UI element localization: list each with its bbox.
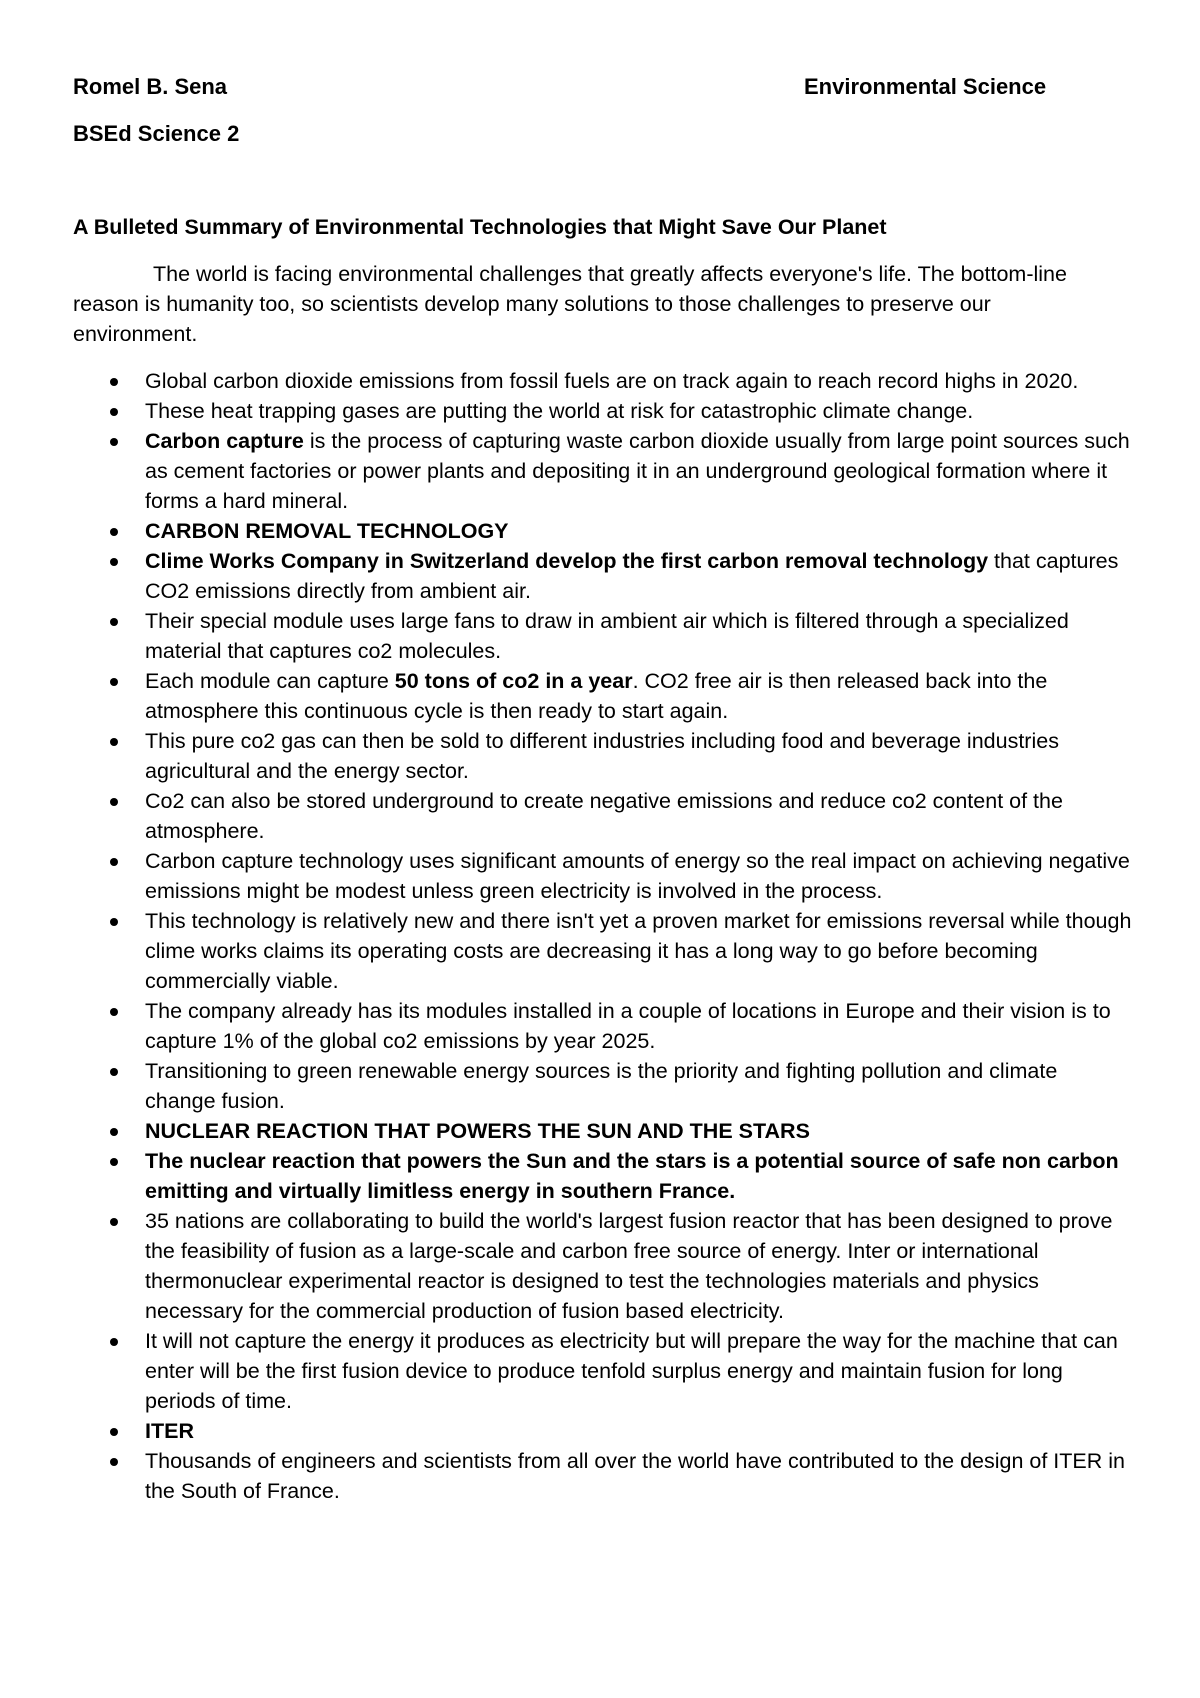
bullet-dot-icon <box>110 618 118 626</box>
bullet-text: is the process of capturing waste carbon dioxide usually from large point sources such as cement factories or power plants and depositing it in an underground geological formation where it forms a hard mineral. <box>145 429 1130 513</box>
bullet-text: Global carbon dioxide emissions from fossil fuels are on track again to reach record highs in 2020. <box>145 369 1079 393</box>
bullet-dot-icon <box>110 408 118 416</box>
bullet-dot-icon <box>110 678 118 686</box>
bullet-item <box>73 546 1133 606</box>
bullet-bold-text: The nuclear reaction that powers the Sun and the stars is a potential source of safe non carbon emitting and virtually limitless energy in southern France. <box>145 1149 1119 1203</box>
bullet-item <box>73 1146 1133 1206</box>
section-label: BSEd Science 2 <box>73 121 240 146</box>
bullet-dot-icon <box>110 858 118 866</box>
bullet-item <box>73 516 1133 546</box>
bullet-text: This technology is relatively new and there isn't yet a proven market for emissions reversal while though clime works claims its operating costs are decreasing it has a long way to go before becoming commercially viable. <box>145 909 1132 993</box>
bullet-dot-icon <box>110 738 118 746</box>
bullet-text: Co2 can also be stored underground to create negative emissions and reduce co2 content of the atmosphere. <box>145 789 1063 843</box>
bullet-list <box>73 366 1133 1506</box>
bullet-item <box>73 1326 1133 1416</box>
bullet-dot-icon <box>110 1338 118 1346</box>
bullet-text: This pure co2 gas can then be sold to different industries including food and beverage industries agricultural and the energy sector. <box>145 729 1059 783</box>
bullet-item <box>73 846 1133 906</box>
bullet-item <box>73 906 1133 996</box>
bullet-text: Carbon capture technology uses significant amounts of energy so the real impact on achieving negative emissions might be modest unless green electricity is involved in the process. <box>145 849 1130 903</box>
bullet-bold-text: ITER <box>145 1419 194 1443</box>
bullet-text: Their special module uses large fans to draw in ambient air which is filtered through a specialized material that captures co2 molecules. <box>145 609 1069 663</box>
bullet-bold-text: 50 tons of co2 in a year <box>394 669 633 693</box>
bullet-dot-icon <box>110 1458 118 1466</box>
bullet-text: Transitioning to green renewable energy sources is the priority and fighting pollution and climate change fusion. <box>145 1059 1058 1113</box>
bullet-item <box>73 996 1133 1056</box>
bullet-dot-icon <box>110 1428 118 1436</box>
author-name: Romel B. Sena <box>73 74 228 99</box>
bullet-item <box>73 786 1133 846</box>
bullet-dot-icon <box>110 1068 118 1076</box>
bullet-dot-icon <box>110 1158 118 1166</box>
bullet-dot-icon <box>110 1218 118 1226</box>
bullet-bold-text: Clime Works Company in Switzerland develop the first carbon removal technology <box>145 549 989 573</box>
bullet-item <box>73 726 1133 786</box>
bullet-bold-text: Carbon capture <box>145 429 304 453</box>
bullet-text: The company already has its modules installed in a couple of locations in Europe and their vision is to capture 1% of the global co2 emissions by year 2025. <box>145 999 1111 1053</box>
bullet-item <box>73 606 1133 666</box>
bullet-dot-icon <box>110 1008 118 1016</box>
bullet-text: It will not capture the energy it produces as electricity but will prepare the way for the machine that can enter will be the first fusion device to produce tenfold surplus energy and maintain fusion for long periods of time. <box>145 1329 1118 1413</box>
bullet-text: These heat trapping gases are putting the world at risk for catastrophic climate change. <box>145 399 974 423</box>
bullet-dot-icon <box>110 1128 118 1136</box>
intro-paragraph: The world is facing environmental challenges that greatly affects everyone's life. The bottom-line reason is humanity too, so scientists develop many solutions to those challenges to preserve our environment. <box>73 262 1067 346</box>
bullet-item <box>73 1206 1133 1326</box>
bullet-item <box>73 1056 1133 1116</box>
bullet-item <box>73 666 1133 726</box>
bullet-dot-icon <box>110 528 118 536</box>
bullet-item <box>73 426 1133 516</box>
bullet-item <box>73 1446 1133 1506</box>
document-title: A Bulleted Summary of Environmental Technologies that Might Save Our Planet <box>73 215 887 239</box>
bullet-bold-text: CARBON REMOVAL TECHNOLOGY <box>145 519 509 543</box>
bullet-dot-icon <box>110 918 118 926</box>
bullet-dot-icon <box>110 798 118 806</box>
bullet-item <box>73 366 1133 396</box>
bullet-item <box>73 1116 1133 1146</box>
bullet-item <box>73 396 1133 426</box>
bullet-dot-icon <box>110 558 118 566</box>
bullet-dot-icon <box>110 438 118 446</box>
bullet-item <box>73 1416 1133 1446</box>
bullet-bold-text: NUCLEAR REACTION THAT POWERS THE SUN AND THE STARS <box>145 1119 810 1143</box>
bullet-text: Each module can capture <box>145 669 395 693</box>
course-name: Environmental Science <box>804 74 1047 99</box>
bullet-text: Thousands of engineers and scientists from all over the world have contributed to the design of ITER in the South of France. <box>145 1449 1125 1503</box>
bullet-text: 35 nations are collaborating to build the world's largest fusion reactor that has been designed to prove the feasibility of fusion as a large-scale and carbon free source of energy. Inter or international thermonuclear experimental reactor is designed to test the technologies materials and physics necessary for the commercial production of fusion based electricity. <box>145 1209 1113 1323</box>
bullet-text: . CO2 free air is then released back into the atmosphere this continuous cycle is then ready to start again. <box>145 669 1048 723</box>
bullet-dot-icon <box>110 378 118 386</box>
bullet-text: that captures CO2 emissions directly from ambient air. <box>145 549 1119 603</box>
